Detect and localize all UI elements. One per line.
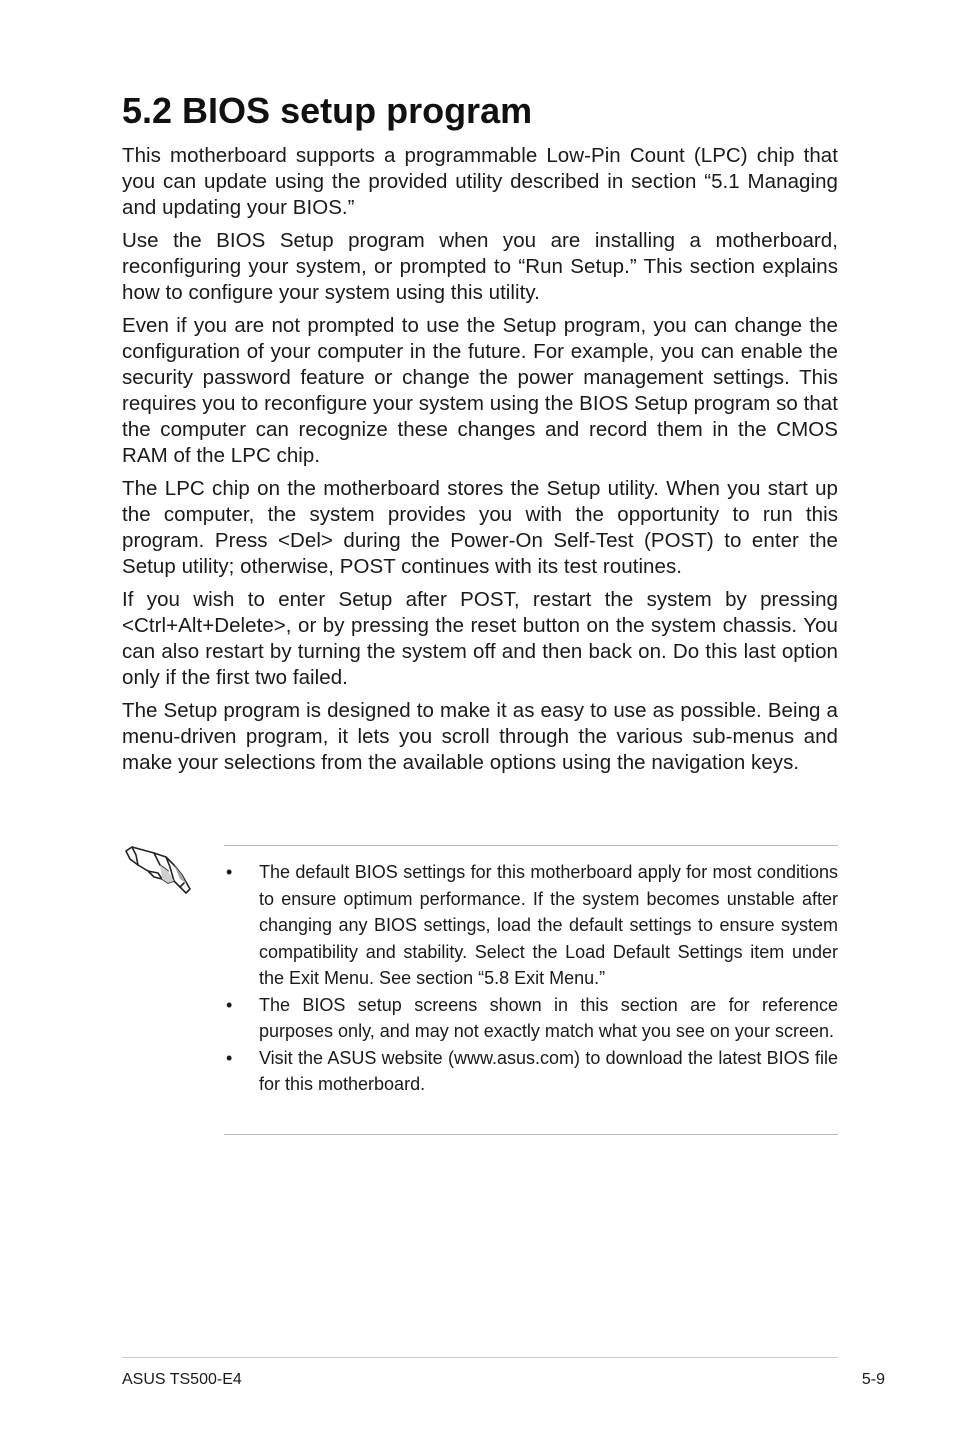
paragraph: If you wish to enter Setup after POST, restart the system by pressing <Ctrl+Alt+Delete>, or by pressing the reset button on the system chassis. You can also restart by turning the system off and then back on. Do this last option only if the first two failed. [122, 588, 838, 689]
bullet: • [226, 862, 233, 882]
paragraph: The Setup program is designed to make it as easy to use as possible. Being a menu-driven program, it lets you scroll through the various sub-menus and make your selections from the available options using the navigation keys. [122, 699, 838, 774]
page-title: 5.2 BIOS setup program [122, 90, 533, 131]
list-item [224, 1045, 838, 1098]
note-list [224, 859, 838, 1098]
paragraph: Even if you are not prompted to use the Setup program, you can change the configuration of your computer in the future. For example, you can enable the security password feature or change the power management settings. This requires you to reconfigure your system using the BIOS Setup program so that the computer can recognize these changes and record them in the CMOS RAM of the LPC chip. [122, 314, 838, 467]
paragraph: The LPC chip on the motherboard stores the Setup utility. When you start up the computer, the system provides you with the opportunity to run this program. Press <Del> during the Power-On Self-Test (POST) to enter the Setup utility; otherwise, POST continues with its test routines. [122, 477, 838, 578]
hand-pointing-icon [124, 843, 192, 899]
footer-divider [122, 1357, 838, 1358]
body-text [122, 143, 838, 783]
note-box [224, 845, 838, 1135]
list-item [224, 859, 838, 992]
paragraph: Use the BIOS Setup program when you are installing a motherboard, reconfiguring your system, or prompted to “Run Setup.” This section explains how to configure your system using this utility. [122, 229, 838, 304]
bullet: • [226, 1047, 233, 1068]
note-text: Visit the ASUS website (www.asus.com) to download the latest BIOS file for this motherboard. [259, 1047, 838, 1094]
note-text: The BIOS setup screens shown in this section are for reference purposes only, and may not exactly match what you see on your screen. [259, 994, 838, 1041]
footer-page-number: 5-9 [861, 1371, 885, 1388]
list-item [224, 992, 838, 1045]
paragraph: This motherboard supports a programmable Low-Pin Count (LPC) chip that you can update using the provided utility described in section “5.1 Managing and updating your BIOS.” [122, 144, 838, 219]
note-text: The default BIOS settings for this motherboard apply for most conditions to ensure optimum performance. If the system becomes unstable after changing any BIOS settings, load the default settings to ensure system compatibility and stability. Select the Load Default Settings item under the Exit Menu. See section “5.8 Exit Menu.” [259, 862, 838, 988]
bullet: • [226, 994, 233, 1015]
footer-product-name: ASUS TS500-E4 [122, 1371, 242, 1388]
